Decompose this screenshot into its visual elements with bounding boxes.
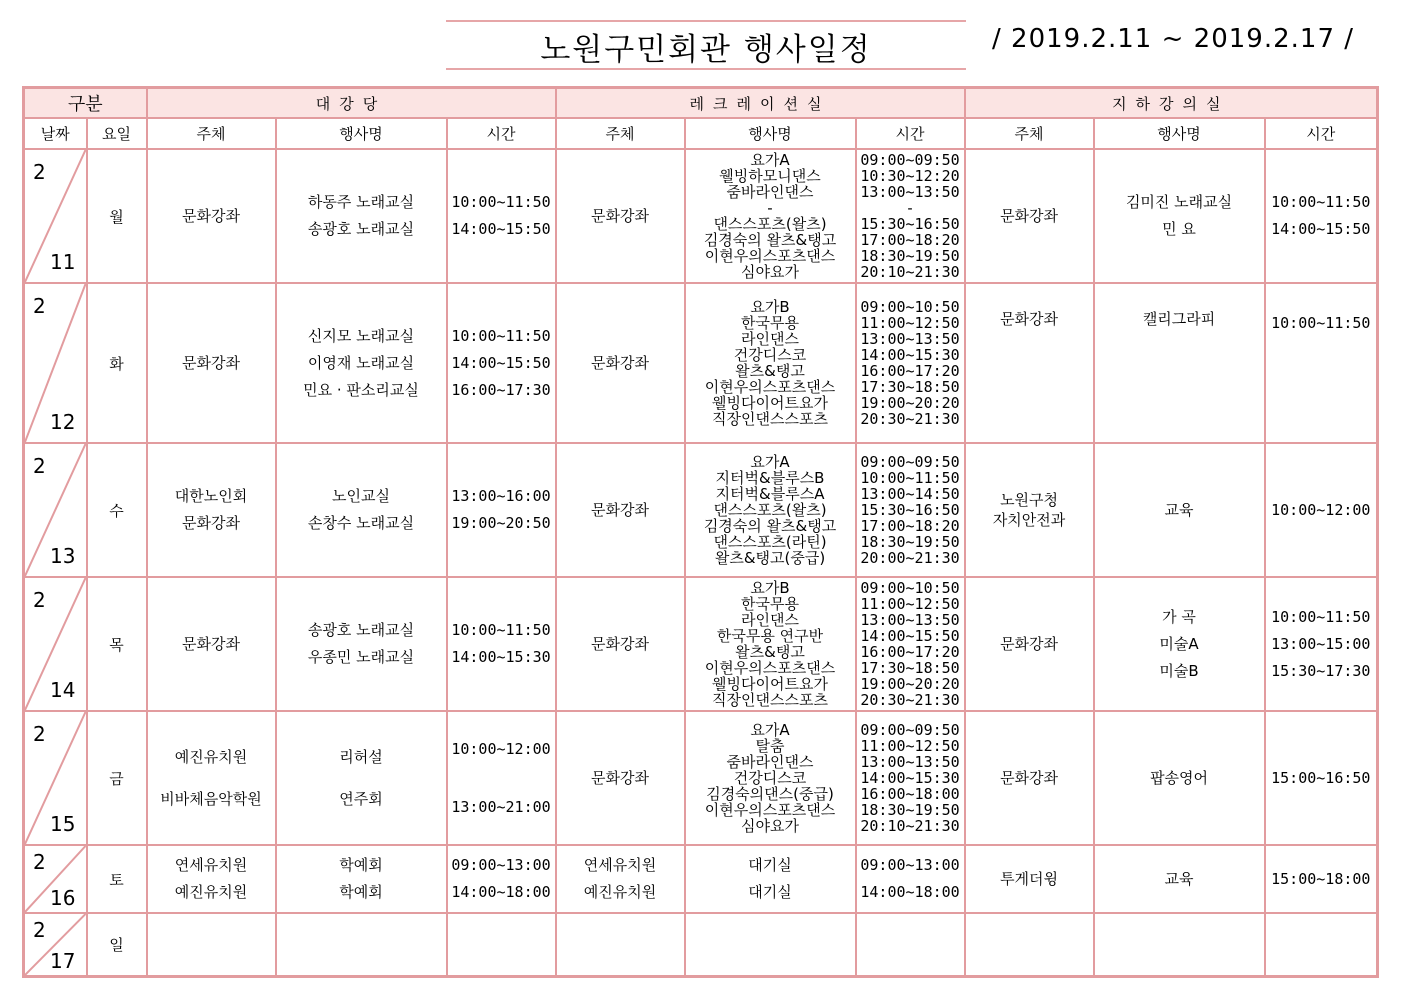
col-hall-host: 주체 [147, 118, 276, 149]
hall-host-cell [147, 577, 276, 711]
cell-line: 20:00~21:30 [860, 549, 960, 567]
cell-line: 15:30~16:50 [860, 501, 960, 519]
rec-time-cell [856, 845, 965, 913]
cell-line: 우종민 노래교실 [307, 648, 415, 666]
cell-line: 대기실 [748, 856, 792, 874]
cell-line: 17:00~18:20 [860, 517, 960, 535]
cell-line: 13:00~13:50 [860, 330, 960, 348]
cell-line: 10:00~11:50 [1271, 607, 1371, 626]
date-cell [24, 845, 87, 913]
table-row [24, 283, 1378, 443]
title-frame [446, 20, 966, 70]
cell-line: 13:00~16:00 [451, 487, 551, 505]
cell-line: 비바체음악학원 [160, 790, 262, 808]
hall-time-cell [447, 149, 556, 283]
cell-line: 18:30~19:50 [860, 247, 960, 265]
hall-event-cell [276, 577, 447, 711]
cell-line: 16:00~17:30 [451, 380, 551, 399]
cell-line: 지터벅&블루스B [715, 469, 825, 487]
cell-line: 학예회 [339, 883, 383, 901]
base-host-cell [965, 845, 1094, 913]
rec-time-cell [856, 149, 965, 283]
header-main-hall: 대강당 [147, 88, 556, 119]
rec-event-cell [685, 711, 856, 845]
cell-line: 11:00~12:50 [860, 595, 960, 613]
date-day: 15 [50, 812, 76, 836]
base-event-cell [1094, 443, 1265, 577]
cell-line: 손창수 노래교실 [307, 514, 415, 532]
cell-line: 15:00~18:00 [1271, 869, 1371, 888]
col-base-time: 시간 [1265, 118, 1378, 149]
base-time-cell [1265, 845, 1378, 913]
cell-line: 민요 · 판소리교실 [303, 380, 419, 399]
base-time-cell [1265, 711, 1378, 845]
base-event-cell [1094, 711, 1265, 845]
cell-line: 19:00~20:20 [860, 394, 960, 412]
hall-event-cell [276, 913, 447, 977]
rec-host-cell [556, 283, 685, 443]
hall-time-cell [447, 913, 556, 977]
rec-time-cell [856, 283, 965, 443]
cell-line: 14:00~18:00 [860, 883, 960, 901]
hall-host-cell [147, 443, 276, 577]
cell-line: 대한노인회 [174, 487, 248, 505]
cell-line: 교육 [1164, 869, 1194, 888]
cell-line: 19:00~20:20 [860, 675, 960, 693]
date-month: 2 [33, 918, 46, 942]
cell-line: 가 곡 [1162, 607, 1196, 626]
date-day: 13 [50, 544, 76, 568]
cell-line: 송광호 노래교실 [307, 621, 415, 639]
date-cell [24, 577, 87, 711]
cell-line: 웰빙다이어트요가 [712, 675, 828, 693]
cell-line: - [905, 199, 915, 217]
cell-line: 11:00~12:50 [860, 737, 960, 755]
cell-line: 교육 [1164, 500, 1194, 519]
rec-time-cell [856, 913, 965, 977]
col-date: 날짜 [24, 118, 87, 149]
hall-time-cell [447, 845, 556, 913]
cell-line: 14:00~18:00 [451, 883, 551, 901]
date-month: 2 [33, 454, 46, 478]
cell-line: 문화강좌 [182, 634, 240, 653]
hall-host-cell [147, 913, 276, 977]
cell-line: 댄스스포츠(왈츠) [713, 501, 827, 519]
cell-line: 문화강좌 [591, 500, 649, 519]
cell-line: 14:00~15:50 [451, 220, 551, 238]
cell-line: 18:30~19:50 [860, 801, 960, 819]
cell-line: 문화강좌 [1000, 768, 1059, 787]
cell-line: 노원구청 [1000, 491, 1059, 509]
cell-line: 20:30~21:30 [860, 691, 960, 709]
cell-line: 문화강좌 [591, 634, 649, 653]
table-row [24, 149, 1378, 283]
col-rec-host: 주체 [556, 118, 685, 149]
cell-line: 14:00~15:50 [1271, 220, 1371, 238]
cell-line: 09:00~13:00 [451, 856, 551, 874]
rec-time-cell [856, 711, 965, 845]
header-recreation-room: 레크레이션실 [556, 88, 965, 119]
cell-line: 왈츠&탱고(중급) [714, 549, 826, 567]
base-event-cell [1094, 283, 1265, 443]
cell-line: 학예회 [339, 856, 383, 874]
cell-line: 14:00~15:50 [860, 627, 960, 645]
date-day: 11 [50, 250, 76, 274]
cell-line: 라인댄스 [741, 611, 799, 629]
rec-host-cell [556, 711, 685, 845]
cell-line: 17:30~18:50 [860, 378, 960, 396]
cell-line: 김경숙의댄스(중급) [706, 785, 834, 803]
cell-line: 직장인댄스스포츠 [712, 691, 828, 709]
rec-event-cell [685, 283, 856, 443]
col-rec-time: 시간 [856, 118, 965, 149]
col-rec-event: 행사명 [685, 118, 856, 149]
rec-host-cell [556, 149, 685, 283]
base-host-cell [965, 443, 1094, 577]
cell-line: 09:00~13:00 [860, 856, 960, 874]
hall-host-cell [147, 149, 276, 283]
cell-line: 김경숙의 왈츠&탱고 [703, 517, 837, 535]
cell-line: 건강디스코 [733, 346, 807, 364]
base-host-cell [965, 913, 1094, 977]
cell-line: 17:00~18:20 [860, 231, 960, 249]
cell-line: 16:00~17:20 [860, 643, 960, 661]
cell-line: 문화강좌 [591, 768, 649, 787]
cell-line: 14:00~15:50 [451, 353, 551, 372]
base-event-cell [1094, 577, 1265, 711]
date-day: 16 [50, 886, 76, 910]
base-host-cell [965, 149, 1094, 283]
base-time-cell [1265, 443, 1378, 577]
header-gubun: 구분 [24, 88, 147, 119]
cell-line: 하동주 노래교실 [307, 193, 415, 211]
cell-line: 신지모 노래교실 [307, 326, 415, 345]
weekday-cell: 목 [87, 577, 147, 711]
cell-line: 한국무용 [741, 595, 799, 613]
col-hall-time: 시간 [447, 118, 556, 149]
cell-line: 15:00~16:50 [1271, 768, 1371, 787]
rec-host-cell [556, 443, 685, 577]
weekday-cell: 토 [87, 845, 147, 913]
hall-event-cell [276, 443, 447, 577]
cell-line: 문화강좌 [1000, 206, 1059, 225]
cell-line: 댄스스포츠(라틴) [713, 533, 827, 551]
rec-event-cell [685, 443, 856, 577]
table-row [24, 845, 1378, 913]
cell-line: 김미진 노래교실 [1125, 193, 1233, 211]
cell-line: 이현우의스포츠댄스 [704, 378, 836, 396]
cell-line: 문화강좌 [182, 353, 240, 372]
hall-event-cell [276, 149, 447, 283]
period-label: / 2019.2.11 ~ 2019.2.17 / [992, 24, 1355, 54]
cell-line: 16:00~17:20 [860, 362, 960, 380]
weekday-cell: 금 [87, 711, 147, 845]
cell-line: 예진유치원 [174, 748, 248, 766]
base-time-cell [1265, 913, 1378, 977]
cell-line: 19:00~20:50 [451, 514, 551, 532]
cell-line: 미술B [1159, 661, 1199, 680]
cell-line: 예진유치원 [174, 883, 248, 901]
cell-line: 댄스스포츠(왈츠) [713, 215, 827, 233]
cell-line: 캘리그라피 [1142, 310, 1216, 328]
cell-line: 10:00~11:50 [1271, 314, 1371, 332]
hall-time-cell [447, 577, 556, 711]
rec-host-cell [556, 913, 685, 977]
cell-line: 13:00~14:50 [860, 485, 960, 503]
base-event-cell [1094, 845, 1265, 913]
schedule-table [22, 86, 1379, 978]
cell-line: 13:00~13:50 [860, 183, 960, 201]
cell-line: 웰빙하모니댄스 [719, 167, 821, 185]
cell-line: 10:00~11:50 [451, 326, 551, 345]
cell-line: 09:00~09:50 [860, 151, 960, 169]
cell-line: 20:10~21:30 [860, 817, 960, 835]
cell-line: 10:00~11:50 [860, 469, 960, 487]
cell-line: 건강디스코 [733, 769, 807, 787]
base-event-cell [1094, 149, 1265, 283]
cell-line: 10:00~11:50 [451, 193, 551, 211]
cell-line: 문화강좌 [591, 353, 649, 372]
cell-line: 이현우의스포츠댄스 [704, 801, 836, 819]
cell-line: 10:00~11:50 [451, 621, 551, 639]
cell-line: 왈츠&탱고 [735, 643, 805, 661]
cell-line: 요가A [750, 453, 790, 471]
cell-line: 한국무용 [741, 314, 799, 332]
base-time-cell [1265, 577, 1378, 711]
cell-line: 이현우의스포츠댄스 [704, 247, 836, 265]
cell-line: 한국무용 연구반 [716, 627, 824, 645]
col-base-host: 주체 [965, 118, 1094, 149]
date-month: 2 [33, 850, 46, 874]
table-row [24, 443, 1378, 577]
weekday-cell: 일 [87, 913, 147, 977]
hall-host-cell [147, 845, 276, 913]
cell-line: 09:00~09:50 [860, 721, 960, 739]
spacer [448, 770, 555, 786]
cell-line: 요가A [750, 721, 790, 739]
cell-line: 15:30~16:50 [860, 215, 960, 233]
cell-line: 송광호 노래교실 [307, 220, 415, 238]
cell-line: 라인댄스 [741, 330, 799, 348]
cell-line: 10:00~12:00 [1271, 500, 1371, 519]
rec-host-cell [556, 845, 685, 913]
cell-line: 심야요가 [741, 817, 799, 835]
cell-line: 09:00~09:50 [860, 453, 960, 471]
date-month: 2 [33, 160, 46, 184]
cell-line: 14:00~15:30 [860, 346, 960, 364]
date-day: 17 [50, 949, 76, 973]
base-host-cell [965, 283, 1094, 443]
cell-line: 16:00~18:00 [860, 785, 960, 803]
hall-time-cell [447, 711, 556, 845]
cell-line: 줌바라인댄스 [726, 753, 814, 771]
cell-line: 연세유치원 [583, 856, 657, 874]
weekday-cell: 화 [87, 283, 147, 443]
date-month: 2 [33, 294, 46, 318]
date-cell [24, 711, 87, 845]
rec-event-cell [685, 577, 856, 711]
cell-line: 이현우의스포츠댄스 [704, 659, 836, 677]
cell-line: 15:30~17:30 [1271, 661, 1371, 680]
cell-line: 13:00~21:00 [451, 798, 551, 816]
hall-event-cell [276, 845, 447, 913]
cell-line: 예진유치원 [583, 883, 657, 901]
base-host-cell [965, 711, 1094, 845]
base-time-cell [1265, 283, 1378, 443]
cell-line: 17:30~18:50 [860, 659, 960, 677]
cell-line: 문화강좌 [182, 514, 240, 532]
cell-line: 09:00~10:50 [860, 298, 960, 316]
group-header-row [24, 88, 1378, 119]
cell-line: 18:30~19:50 [860, 533, 960, 551]
table-row [24, 577, 1378, 711]
table-row [24, 711, 1378, 845]
cell-line: 지터벅&블루스A [715, 485, 825, 503]
cell-line: 13:00~13:50 [860, 611, 960, 629]
hall-time-cell [447, 283, 556, 443]
header-basement-lecture-room: 지하강의실 [965, 88, 1378, 119]
cell-line: 민 요 [1162, 220, 1196, 238]
weekday-cell: 월 [87, 149, 147, 283]
cell-line: 노인교실 [332, 487, 390, 505]
rec-event-cell [685, 845, 856, 913]
cell-line: 09:00~10:50 [860, 579, 960, 597]
cell-line: 이영재 노래교실 [307, 353, 415, 372]
col-base-event: 행사명 [1094, 118, 1265, 149]
cell-line: 대기실 [748, 883, 792, 901]
rec-event-cell [685, 149, 856, 283]
cell-line: 김경숙의 왈츠&탱고 [703, 231, 837, 249]
cell-line: 직장인댄스스포츠 [712, 410, 828, 428]
cell-line: 10:00~12:00 [451, 740, 551, 758]
hall-host-cell [147, 283, 276, 443]
cell-line: 미술A [1159, 634, 1199, 653]
base-event-cell [1094, 913, 1265, 977]
page-title: 노원구민회관 행사일정 [540, 32, 872, 68]
cell-line: 20:10~21:30 [860, 263, 960, 281]
cell-line: 문화강좌 [1000, 634, 1059, 653]
cell-line: 13:00~15:00 [1271, 634, 1371, 653]
cell-line: 탈춤 [755, 737, 785, 755]
cell-line: 왈츠&탱고 [735, 362, 805, 380]
cell-line: 20:30~21:30 [860, 410, 960, 428]
column-header-row [24, 118, 1378, 149]
rec-event-cell [685, 913, 856, 977]
cell-line: 요가B [750, 579, 790, 597]
cell-line: 10:00~11:50 [1271, 193, 1371, 211]
cell-line: 10:30~12:20 [860, 167, 960, 185]
hall-event-cell [276, 711, 447, 845]
base-time-cell [1265, 149, 1378, 283]
table-row [24, 913, 1378, 977]
col-weekday: 요일 [87, 118, 147, 149]
rec-time-cell [856, 443, 965, 577]
hall-event-cell [276, 283, 447, 443]
cell-line: 연세유치원 [174, 856, 248, 874]
rec-host-cell [556, 577, 685, 711]
weekday-cell: 수 [87, 443, 147, 577]
cell-line: 팝송영어 [1150, 768, 1209, 787]
hall-time-cell [447, 443, 556, 577]
date-month: 2 [33, 588, 46, 612]
cell-line: 연주회 [339, 790, 383, 808]
base-host-cell [965, 577, 1094, 711]
cell-line: 문화강좌 [182, 206, 240, 225]
cell-line: 요가B [750, 298, 790, 316]
cell-line: 13:00~13:50 [860, 753, 960, 771]
cell-line: - [767, 199, 773, 217]
col-hall-event: 행사명 [276, 118, 447, 149]
date-cell [24, 283, 87, 443]
cell-line: 줌바라인댄스 [726, 183, 814, 201]
cell-line: 문화강좌 [1000, 310, 1059, 328]
cell-line: 심야요가 [741, 263, 799, 281]
cell-line: 11:00~12:50 [860, 314, 960, 332]
date-cell [24, 149, 87, 283]
date-month: 2 [33, 722, 46, 746]
cell-line: 자치안전과 [992, 511, 1066, 529]
cell-line: 14:00~15:30 [860, 769, 960, 787]
cell-line: 14:00~15:30 [451, 648, 551, 666]
cell-line: 요가A [750, 151, 790, 169]
rec-time-cell [856, 577, 965, 711]
cell-line: 투게더윙 [1000, 869, 1059, 888]
date-day: 14 [50, 678, 76, 702]
hall-host-cell [147, 711, 276, 845]
cell-line: 웰빙다이어트요가 [712, 394, 828, 412]
cell-line: 리허설 [339, 748, 383, 766]
date-cell [24, 443, 87, 577]
date-day: 12 [50, 410, 76, 434]
cell-line: 문화강좌 [591, 206, 649, 225]
date-cell [24, 913, 87, 977]
